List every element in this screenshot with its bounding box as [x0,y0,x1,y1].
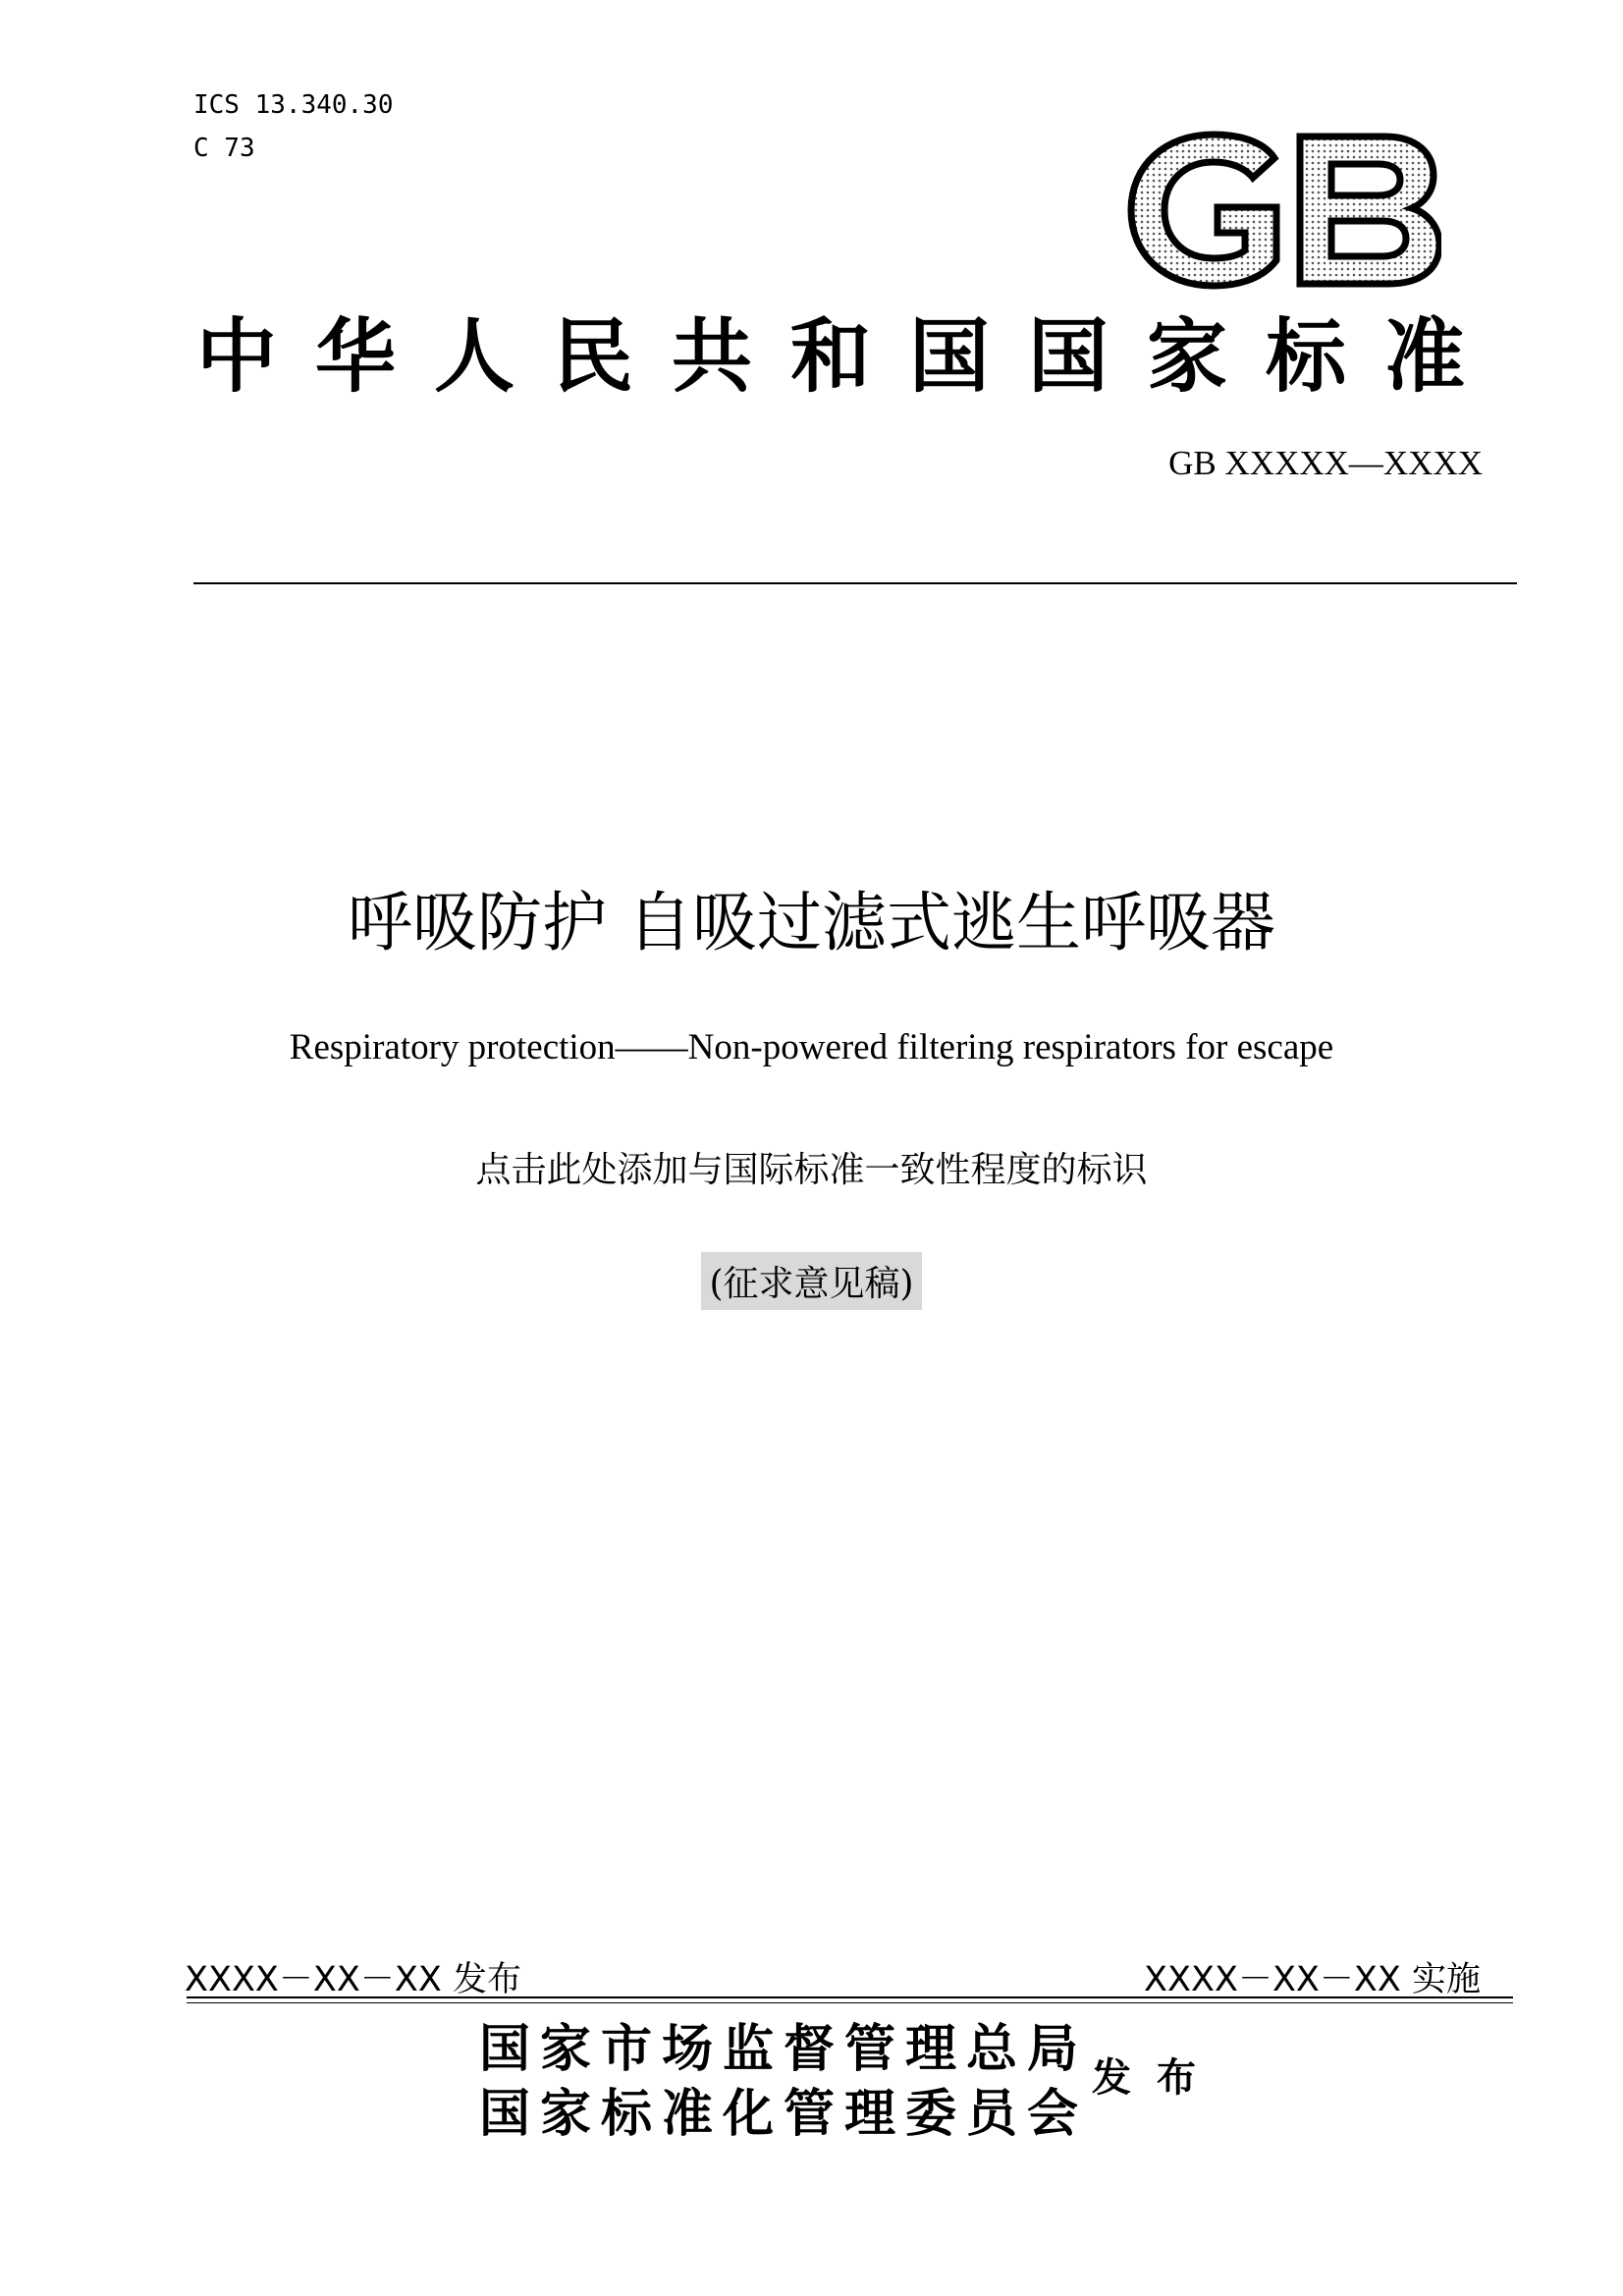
header-divider [193,582,1517,584]
standard-type-title: 中华人民共和国国家标准 [196,309,1504,404]
issuer-samr: 国家市场监督管理总局 [479,2019,1089,2079]
document-title-en: Respiratory protection——Non-powered filtering respirators for escape [289,1027,1334,1067]
implementation-date: XXXX－XX－XX 实施 [1144,1960,1481,1999]
classification-codes [193,83,394,170]
consistency-placeholder[interactable]: 点击此处添加与国际标准一致性程度的标识 [475,1150,1148,1190]
issuer-sac: 国家标准化管理委员会 [479,2084,1089,2144]
ccs-code: C 73 [193,134,255,163]
document-title-zh: 呼吸防护 自吸过滤式逃生呼吸器 [348,885,1275,960]
draft-status-wrapper [0,1252,1623,1310]
issue-label: 发布 [1092,2054,1221,2101]
ics-code: ICS 13.340.30 [193,90,394,120]
gb-logo [1127,131,1441,290]
draft-status[interactable]: (征求意见稿) [701,1252,921,1310]
document-code: GB XXXXX—XXXX [1168,444,1483,482]
issuing-authorities [479,2017,1088,2147]
issue-date: XXXX－XX－XX 发布 [185,1960,521,1999]
footer-divider-thin [187,2002,1513,2003]
footer-divider [187,1996,1513,1998]
